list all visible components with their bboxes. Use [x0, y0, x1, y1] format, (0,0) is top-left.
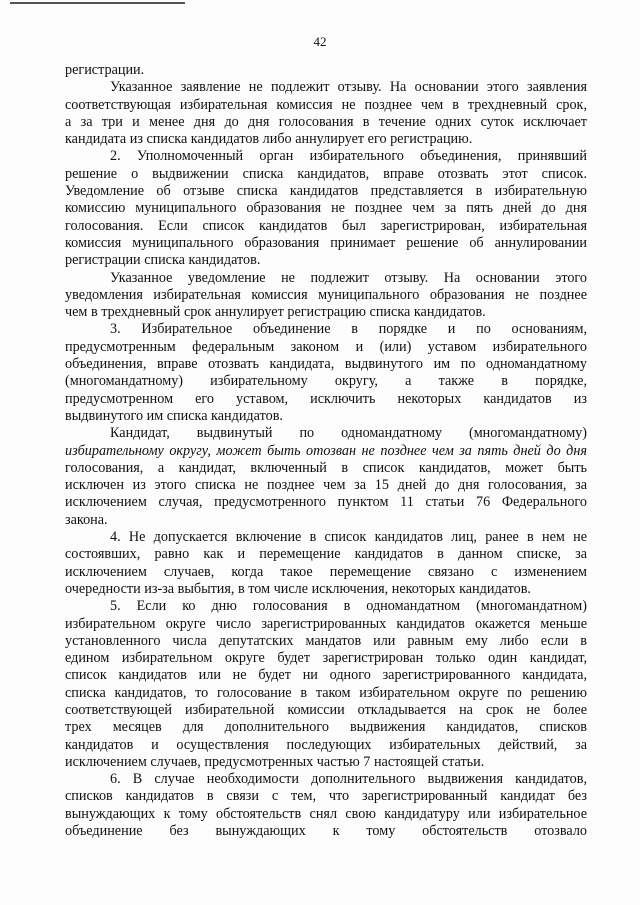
text-line: регистрации списка кандидатов. — [65, 252, 261, 269]
text-line: кандидатов и осуществления последующих избирательных действий, за — [65, 736, 587, 753]
text-line: трех месяцев для дополнительного выдвижения кандидатов, списков — [65, 719, 587, 736]
text-line: исключен из этого списка не позднее чем за 15 дней до дня голосования, за — [65, 477, 587, 494]
text-line: регистрации. — [65, 62, 145, 78]
scan-top-edge-line — [10, 2, 185, 4]
text-line: предусмотренном его уставом, исключить некоторых кандидатов из — [65, 390, 587, 407]
text-line: избирательному округу, может быть отозван не позднее чем за пять дней до дня — [65, 442, 587, 459]
text-line: решение о выдвижении списка кандидатов, вправе отозвать этот список. — [65, 165, 587, 182]
text-line: установленного числа депутатских мандатов или равным ему либо если в — [65, 632, 587, 649]
text-line: а за три и менее дня до дня голосования в течение одних суток исключает — [65, 113, 587, 130]
page-number: 42 — [313, 34, 327, 49]
document-body — [65, 62, 587, 840]
text-line: голосования, а кандидат, включенный в список кандидатов, может быть — [65, 459, 587, 476]
text-line: кандидата из списка кандидатов либо аннулирует его регистрацию. — [65, 131, 473, 148]
text-line: предусмотренным федеральным законом и (или) уставом избирательного — [65, 338, 587, 355]
text-line: соответствующая избирательная комиссия не позднее чем в трехдневный срок, — [65, 96, 587, 113]
text-line: 3. Избирательное объединение в порядке и по основаниям, — [110, 321, 587, 338]
text-line: 6. В случае необходимости дополнительного выдвижения кандидатов, — [110, 771, 587, 788]
text-line: 4. Не допускается включение в список кандидатов лиц, ранее в нем не — [110, 529, 587, 546]
text-line: чем в трехдневный срок аннулирует регистрацию списка кандидатов. — [65, 304, 486, 321]
text-line: Кандидат, выдвинутый по одномандатному (многомандатному) — [110, 425, 587, 442]
text-line: состоявших, равно как и перемещение кандидатов в данном списке, за — [65, 546, 587, 563]
text-line: исключением случаев, когда такое перемещение связано с изменением — [65, 563, 587, 580]
text-line: выдвинутого им списка кандидатов. — [65, 407, 283, 424]
text-line: соответствующей избирательной комиссии откладывается на срок не более — [65, 701, 587, 718]
text-line: комиссию муниципального образования не позднее чем за пять дней до дня — [65, 200, 587, 217]
text-line: вынуждающих к тому обстоятельств снял свою кандидатуру или избирательное — [65, 805, 587, 822]
text-line: 2. Уполномоченный орган избирательного объединения, принявший — [110, 148, 587, 165]
text-line: списков кандидатов в связи с тем, что зарегистрированный кандидат без — [65, 788, 587, 805]
text-line: очередности из-за выбытия, в том числе исключения, некоторых кандидатов. — [65, 580, 531, 597]
text-line: исключением случаев, предусмотренных частью 7 настоящей статьи. — [65, 753, 485, 770]
text-line: Указанное заявление не подлежит отзыву. На основании этого заявления — [110, 79, 587, 96]
text-line: Указанное уведомление не подлежит отзыву. На основании этого — [110, 269, 587, 286]
text-line: исключением случая, предусмотренного пунктом 11 статьи 76 Федерального — [65, 494, 587, 511]
text-line: едином избирательном округе будет зарегистрирован только один кандидат, — [65, 650, 587, 667]
text-line: списка кандидатов, то голосование в таком избирательном округе по решению — [65, 684, 587, 701]
text-line: Уведомление об отзыве списка кандидатов представляется в избирательную — [65, 183, 587, 200]
text-line: объединения, вправе отозвать кандидата, выдвинутого им по одномандатному — [65, 356, 587, 373]
text-line: уведомления избирательная комиссия муниципального образования не позднее — [65, 286, 587, 303]
text-line: закона. — [65, 511, 108, 528]
text-line: голосования. Если список кандидатов был зарегистрирован, избирательная — [65, 217, 587, 234]
text-line: (многомандатному) избирательному округу, а также в порядке, — [65, 373, 587, 390]
text-line: комиссия муниципального образования принимает решение об аннулировании — [65, 234, 587, 251]
text-line: 5. Если ко дню голосования в одномандатном (многомандатном) — [110, 598, 587, 615]
text-line: список кандидатов или не будет ни одного зарегистрированного кандидата, — [65, 667, 587, 684]
text-line: объединение без вынуждающих к тому обстоятельств отозвало — [65, 823, 587, 840]
text-line: избирательном округе число зарегистрированных кандидатов окажется меньше — [65, 615, 587, 632]
